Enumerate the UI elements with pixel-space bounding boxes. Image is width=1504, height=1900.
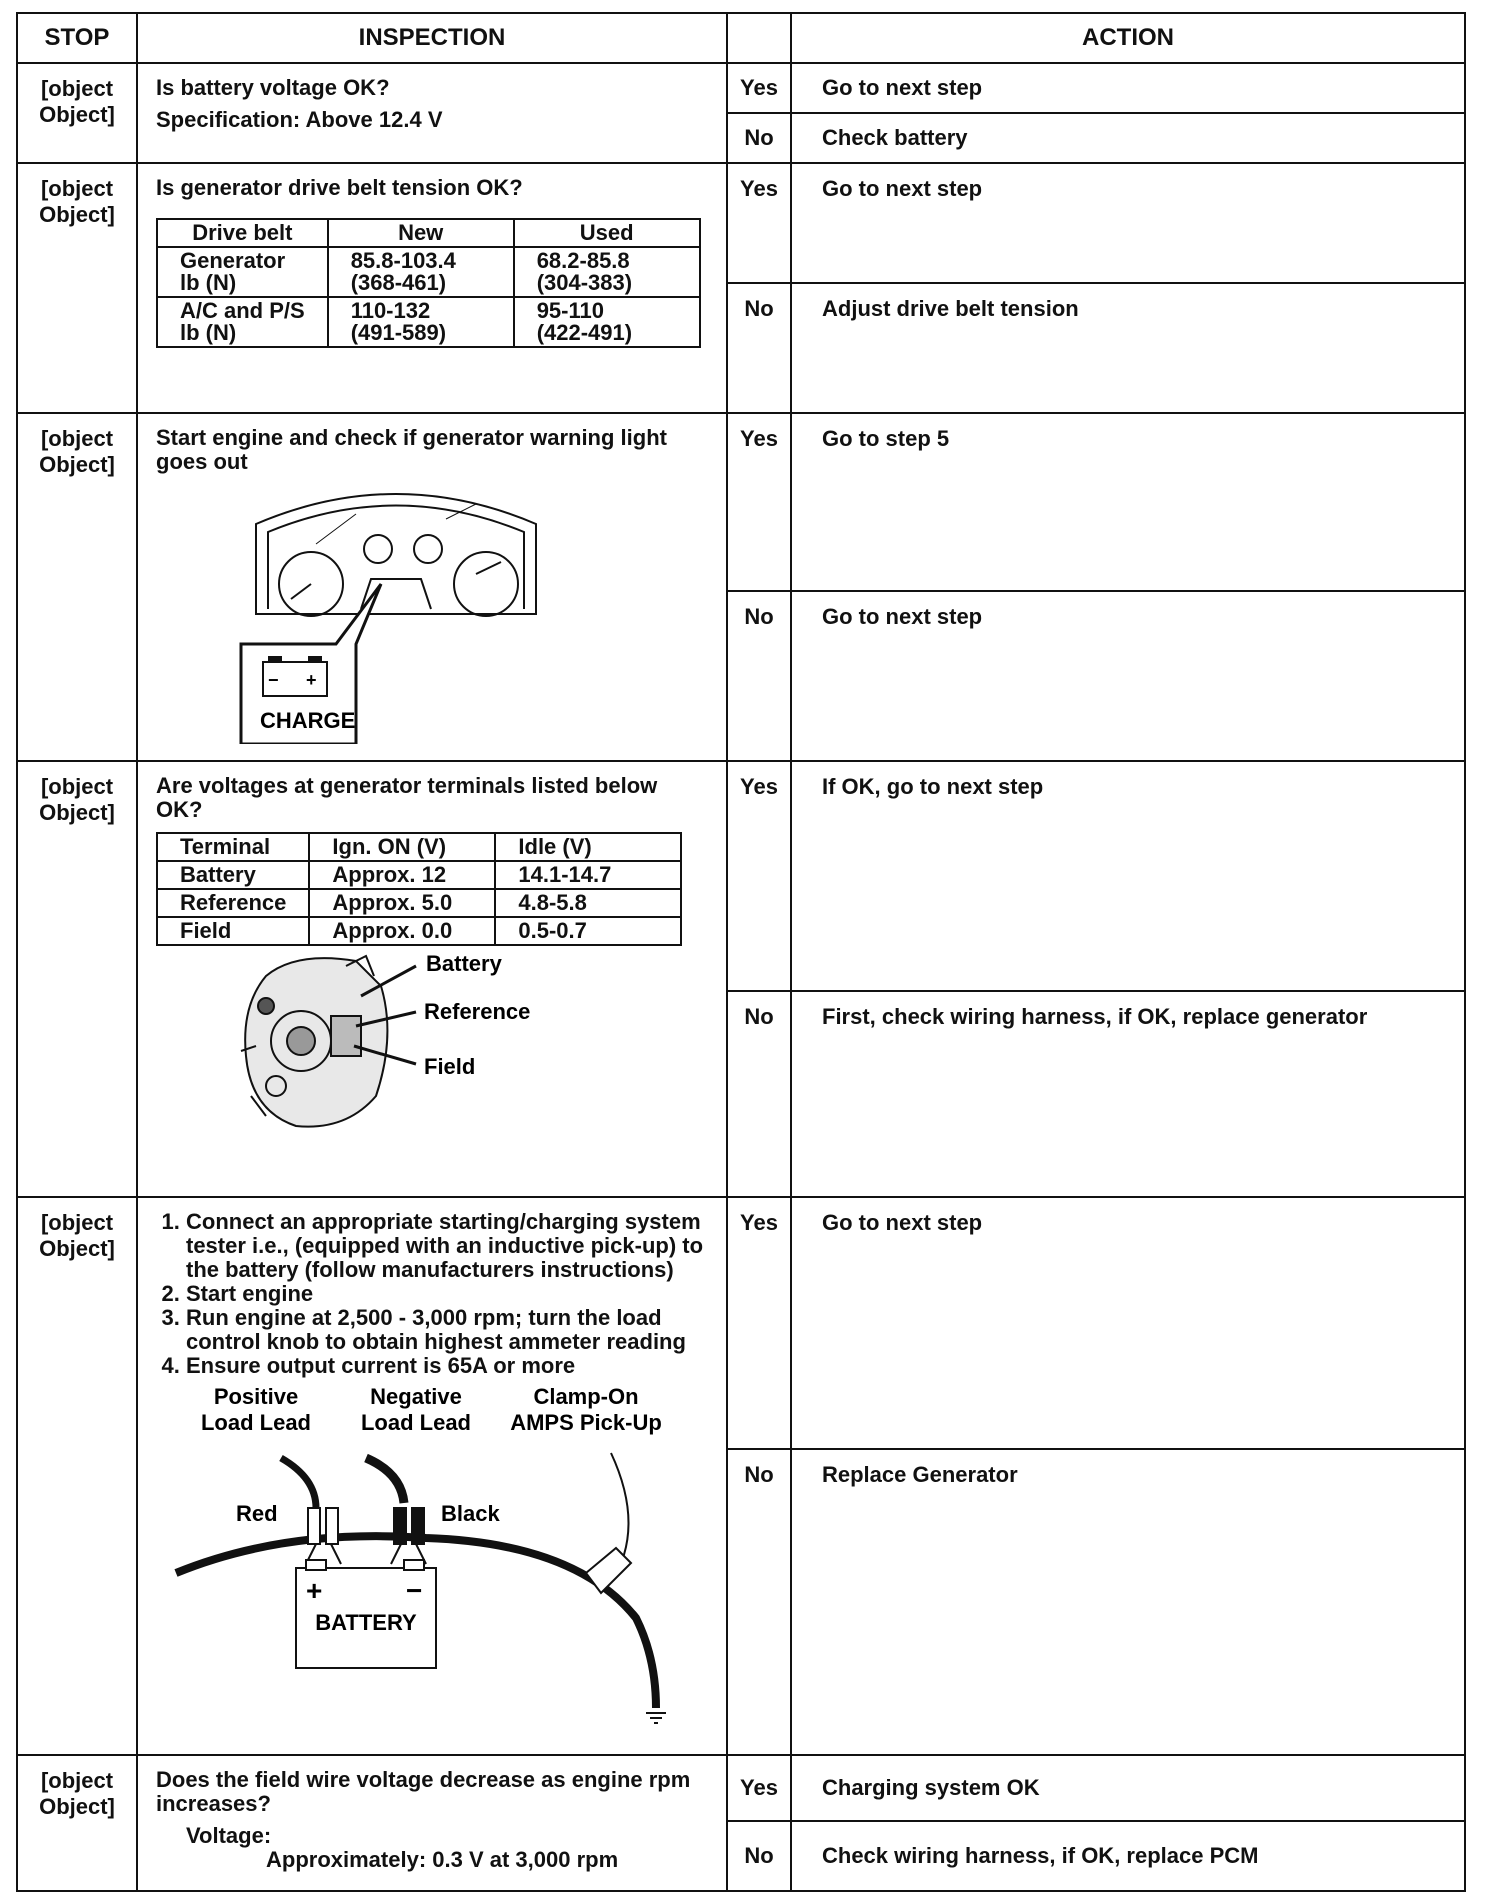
header-action: ACTION: [791, 13, 1465, 63]
instruction-item: 2. Start engine: [186, 1282, 708, 1306]
step-6-no: No: [727, 1821, 791, 1891]
step-5-inspection: [137, 1197, 727, 1755]
step-5-no: No: [727, 1449, 791, 1755]
step-2-yes-row: [17, 163, 1465, 283]
step-1-spec: Specification: Above 12.4 V: [156, 107, 443, 132]
terminal-col-header: Terminal: [157, 833, 309, 861]
generator-icon: [241, 956, 387, 1127]
clamp-label: Clamp-On: [533, 1384, 639, 1409]
step-1-yes-action: Go to next step: [791, 63, 1465, 113]
step-6-yes: Yes: [727, 1755, 791, 1821]
step-6-question: Does the field wire voltage decrease as engine rpm increases?: [156, 1767, 691, 1816]
svg-text:−: −: [268, 670, 279, 690]
positive-lead-label: Load Lead: [200, 1410, 312, 1435]
step-6-yes-action: Charging system OK: [791, 1755, 1465, 1821]
belt-col-header: Drive belt: [157, 219, 328, 247]
diagnostic-chart: [16, 12, 1464, 1888]
step-2-no: No: [727, 283, 791, 413]
terminal-cell: Battery: [157, 861, 309, 889]
terminal-cell: Reference: [157, 889, 309, 917]
step-1-inspection: [137, 63, 727, 163]
step-number: [object Object]: [17, 761, 137, 1197]
voltage-label: Voltage:: [186, 1823, 272, 1848]
temp-gauge-icon: [414, 535, 442, 563]
charge-label: CHARGE: [260, 708, 356, 733]
header-row: [17, 13, 1465, 63]
step-2-inspection: [137, 163, 727, 413]
step-3-yes-action: Go to step 5: [791, 413, 1465, 591]
step-3-yes-row: [17, 413, 1465, 591]
terminal-cell: 0.5-0.7: [495, 917, 681, 945]
svg-text:+: +: [306, 670, 317, 690]
belt-cell: 68.2-85.8 (304-383): [514, 247, 700, 297]
step-2-yes: Yes: [727, 163, 791, 283]
belt-cell: 95-110 (422-491): [514, 297, 700, 347]
step-4-yes-action: If OK, go to next step: [791, 761, 1465, 991]
diagnostic-table: [16, 12, 1466, 1892]
battery-minus: −: [406, 1575, 423, 1606]
instruction-item: 4. Ensure output current is 65A or more: [186, 1354, 708, 1378]
step-4-no-action: First, check wiring harness, if OK, replace generator: [791, 991, 1465, 1197]
battery-terminal-label: Battery: [426, 951, 502, 976]
generator-figure: [156, 946, 716, 1136]
header-inspection: INSPECTION: [137, 13, 727, 63]
belt-col-header: New: [328, 219, 514, 247]
positive-lead: [281, 1458, 316, 1508]
step-number: [object Object]: [17, 63, 137, 163]
black-label: Black: [441, 1501, 500, 1526]
step-number: [object Object]: [17, 163, 137, 413]
step-number: [object Object]: [17, 1755, 137, 1891]
terminal-cell: Approx. 12: [309, 861, 495, 889]
battery-plus: +: [306, 1575, 323, 1606]
fuel-gauge-icon: [364, 535, 392, 563]
negative-lead: [366, 1458, 404, 1503]
negative-lead-label: Load Lead: [360, 1410, 472, 1435]
terminal-col-header: Ign. ON (V): [309, 833, 495, 861]
terminal-cell: 4.8-5.8: [495, 889, 681, 917]
tachometer-icon: [454, 552, 518, 616]
instrument-cluster-figure: [156, 474, 716, 744]
field-terminal-label: Field: [424, 1054, 476, 1079]
belt-cell: 110-132 (491-589): [328, 297, 514, 347]
belt-cell: Generator lb (N): [157, 247, 328, 297]
battery-icon: [263, 656, 327, 696]
step-1-no-action: Check battery: [791, 113, 1465, 163]
positive-lead-label: Positive: [213, 1384, 299, 1409]
step-1-no: No: [727, 113, 791, 163]
belt-col-header: Used: [514, 219, 700, 247]
step-5-instructions: [156, 1210, 708, 1378]
step-3-no-action: Go to next step: [791, 591, 1465, 761]
instruction-item: 1. Connect an appropriate starting/charging system tester i.e., (equipped with an inductive pick-up) to the battery (follow manufacturers instructions): [186, 1210, 708, 1282]
step-4-yes-row: [17, 761, 1465, 991]
step-number: [object Object]: [17, 413, 137, 761]
step-6-yes-row: [17, 1755, 1465, 1821]
battery-label: BATTERY: [315, 1610, 417, 1635]
step-number: [object Object]: [17, 1197, 137, 1755]
step-3-yes: Yes: [727, 413, 791, 591]
step-5-no-action: Replace Generator: [791, 1449, 1465, 1755]
belt-cell: 85.8-103.4 (368-461): [328, 247, 514, 297]
step-1-question: Is battery voltage OK?: [156, 75, 390, 100]
step-5-yes: Yes: [727, 1197, 791, 1449]
load-tester-figure: [156, 1378, 716, 1728]
terminal-cell: Approx. 0.0: [309, 917, 495, 945]
header-stop: STOP: [17, 13, 137, 63]
step-2-no-action: Adjust drive belt tension: [791, 283, 1465, 413]
step-3-no: No: [727, 591, 791, 761]
belt-cell: A/C and P/S lb (N): [157, 297, 328, 347]
instruction-item: 3. Run engine at 2,500 - 3,000 rpm; turn the load control knob to obtain highest ammeter reading: [186, 1306, 708, 1354]
belt-tension-table: [156, 218, 701, 348]
ground-icon: [646, 1713, 666, 1723]
red-label: Red: [236, 1501, 278, 1526]
step-4-no: No: [727, 991, 791, 1197]
step-1-yes-row: [17, 63, 1465, 113]
voltage-value: Approximately: 0.3 V at 3,000 rpm: [266, 1847, 619, 1872]
terminal-cell: Approx. 5.0: [309, 889, 495, 917]
step-5-yes-row: [17, 1197, 1465, 1449]
cluster-bezel: [268, 506, 524, 610]
step-4-inspection: [137, 761, 727, 1197]
terminal-voltage-table: [156, 832, 682, 946]
step-3-inspection: [137, 413, 727, 761]
step-4-yes: Yes: [727, 761, 791, 991]
black-clip-icon: [394, 1508, 406, 1544]
terminal-col-header: Idle (V): [495, 833, 681, 861]
clamp-label: AMPS Pick-Up: [510, 1410, 662, 1435]
step-6-inspection: [137, 1755, 727, 1891]
step-1-yes: Yes: [727, 63, 791, 113]
terminal-cell: 14.1-14.7: [495, 861, 681, 889]
header-blank: [727, 13, 791, 63]
step-2-yes-action: Go to next step: [791, 163, 1465, 283]
step-3-question: Start engine and check if generator warning light goes out: [156, 425, 667, 474]
step-4-question: Are voltages at generator terminals listed below OK?: [156, 773, 658, 822]
terminal-cell: Field: [157, 917, 309, 945]
step-2-question: Is generator drive belt tension OK?: [156, 175, 523, 200]
reference-terminal-label: Reference: [424, 999, 531, 1024]
negative-lead-label: Negative: [370, 1384, 462, 1409]
red-clip-icon: [308, 1508, 320, 1544]
step-5-yes-action: Go to next step: [791, 1197, 1465, 1449]
step-6-no-action: Check wiring harness, if OK, replace PCM: [791, 1821, 1465, 1891]
